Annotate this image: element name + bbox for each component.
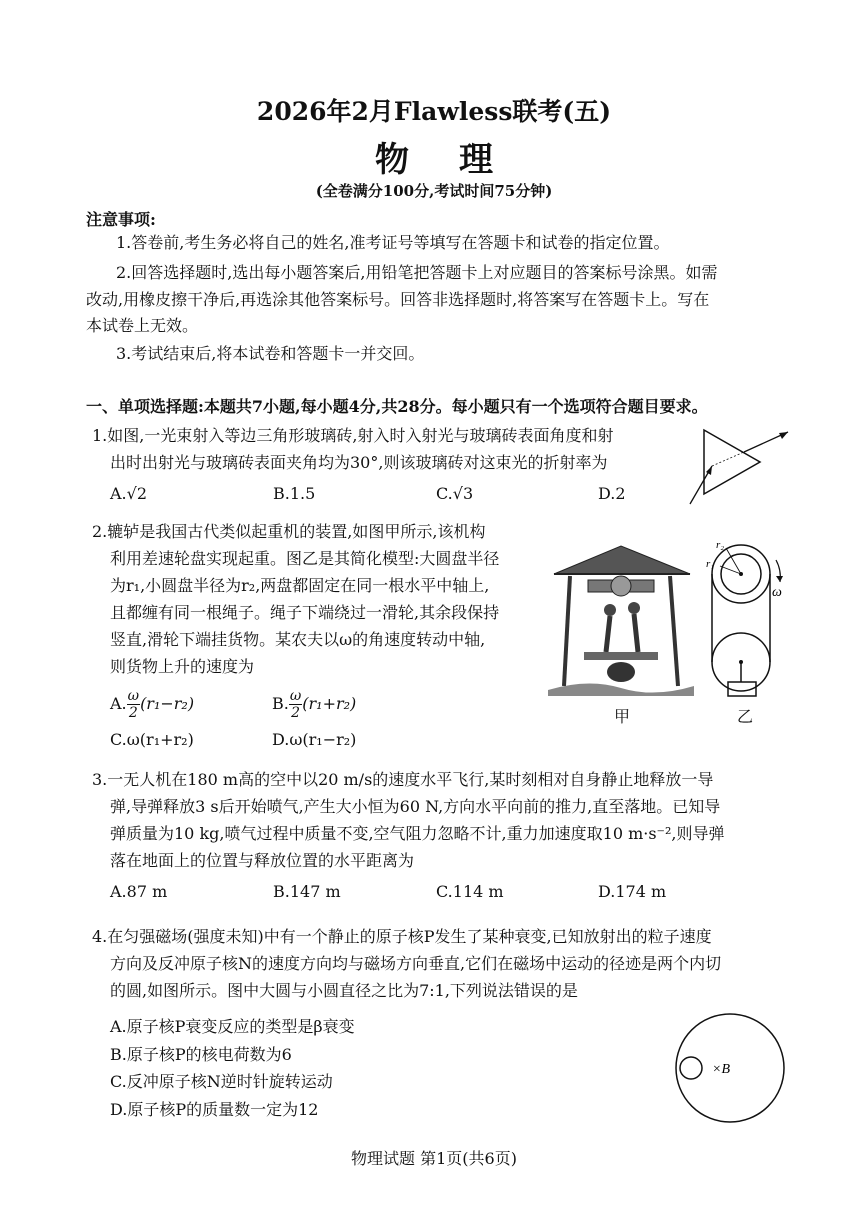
- q2-line: 利用差速轮盘实现起重。图乙是其简化模型:大圆盘半径: [110, 549, 500, 568]
- note-line: 3.考试结束后,将本试卷和答题卡一并交回。: [116, 344, 425, 363]
- magnetic-field-label: ×B: [712, 1062, 730, 1077]
- page-footer: 物理试题 第1页(共6页): [351, 1149, 517, 1168]
- label-omega: ω: [772, 585, 782, 600]
- q1-option-d[interactable]: D.2: [598, 484, 626, 503]
- q2-line: 2.辘轳是我国古代类似起重机的装置,如图甲所示,该机构: [92, 522, 486, 541]
- q3-option-c[interactable]: C.114 m: [436, 882, 504, 901]
- magnetic-field-circles-figure: [674, 1012, 786, 1124]
- q3-line: 弹,导弹释放3 s后开始喷气,产生大小恒为60 N,方向水平向前的推力,直至落地。已知导: [110, 797, 721, 816]
- q4-option-d[interactable]: D.原子核P的质量数一定为12: [110, 1100, 319, 1119]
- note-line: 本试卷上无效。: [86, 316, 199, 335]
- q4-option-a[interactable]: A.原子核P衰变反应的类型是β衰变: [110, 1017, 355, 1036]
- q2-option-d[interactable]: D.ω(r₁−r₂): [272, 730, 357, 749]
- note-line: 改动,用橡皮擦干净后,再选涂其他答案标号。回答非选择题时,将答案写在答题卡上。写在: [86, 290, 710, 309]
- exam-info: (全卷满分100分,考试时间75分钟): [315, 182, 553, 200]
- q1-triangle-figure: [684, 424, 794, 508]
- q1-line: 出时出射光与玻璃砖表面夹角均为30°,则该玻璃砖对这束光的折射率为: [110, 453, 608, 472]
- q2-option-b[interactable]: B. $\frac{\omega}{2}$ (r₁+r₂): [272, 688, 357, 721]
- q4-option-b[interactable]: B.原子核P的核电荷数为6: [110, 1045, 292, 1064]
- note-line: 1.答卷前,考生务必将自己的姓名,准考证号等填写在答题卡和试卷的指定位置。: [116, 233, 670, 252]
- q1-option-a[interactable]: A.√2: [110, 484, 148, 503]
- note-line: 2.回答选择题时,选出每小题答案后,用铅笔把答题卡上对应题目的答案标号涂黑。如需: [116, 263, 718, 282]
- q4-line: 的圆,如图所示。图中大圆与小圆直径之比为7:1,下列说法错误的是: [110, 981, 578, 1000]
- q2-option-c[interactable]: C.ω(r₁+r₂): [110, 730, 194, 749]
- q3-line: 弹质量为10 kg,喷气过程中质量不变,空气阻力忽略不计,重力加速度取10 m·s⁻²,则导弹: [110, 824, 725, 843]
- label-r1: r₁: [706, 558, 715, 570]
- q3-option-b[interactable]: B.147 m: [273, 882, 341, 901]
- q2-line: 为r₁,小圆盘半径为r₂,两盘都固定在同一根水平中轴上,: [110, 576, 490, 595]
- pulley-model-figure: [706, 534, 796, 700]
- q2-line: 则货物上升的速度为: [110, 657, 255, 676]
- windlass-illustration: [548, 540, 694, 696]
- q2-line: 竖直,滑轮下端挂货物。某农夫以ω的角速度转动中轴,: [110, 630, 486, 649]
- figure-label-jia: 甲: [614, 707, 631, 726]
- q3-line: 落在地面上的位置与释放位置的水平距离为: [110, 851, 415, 870]
- exam-title: 2026年2月Flawless联考(五): [256, 97, 612, 126]
- q1-option-c[interactable]: C.√3: [436, 484, 474, 503]
- figure-label-yi: 乙: [737, 707, 754, 726]
- q2-option-a[interactable]: A. $\frac{\omega}{2}$ (r₁−r₂): [110, 688, 195, 721]
- label-r2: r₂: [716, 539, 725, 551]
- q3-option-d[interactable]: D.174 m: [598, 882, 667, 901]
- q1-option-b[interactable]: B.1.5: [273, 484, 316, 503]
- notes-heading: 注意事项:: [86, 210, 156, 229]
- q4-option-c[interactable]: C.反冲原子核N逆时针旋转运动: [110, 1072, 333, 1091]
- q3-option-a[interactable]: A.87 m: [110, 882, 168, 901]
- q4-line: 4.在匀强磁场(强度未知)中有一个静止的原子核P发生了某种衰变,已知放射出的粒子速度: [92, 927, 712, 946]
- section-heading: 一、单项选择题:本题共7小题,每小题4分,共28分。每小题只有一个选项符合题目要求。: [86, 397, 708, 416]
- q2-line: 且都缠有同一根绳子。绳子下端绕过一滑轮,其余段保持: [110, 603, 500, 622]
- q4-line: 方向及反冲原子核N的速度方向均与磁场方向垂直,它们在磁场中运动的径迹是两个内切: [110, 954, 722, 973]
- q3-options: [0, 882, 868, 904]
- q1-line: 1.如图,一光束射入等边三角形玻璃砖,射入时入射光与玻璃砖表面角度和射: [92, 426, 614, 445]
- q3-line: 3.一无人机在180 m高的空中以20 m/s的速度水平飞行,某时刻相对自身静止地释放一导: [92, 770, 714, 789]
- subject-title: 物理: [375, 140, 543, 180]
